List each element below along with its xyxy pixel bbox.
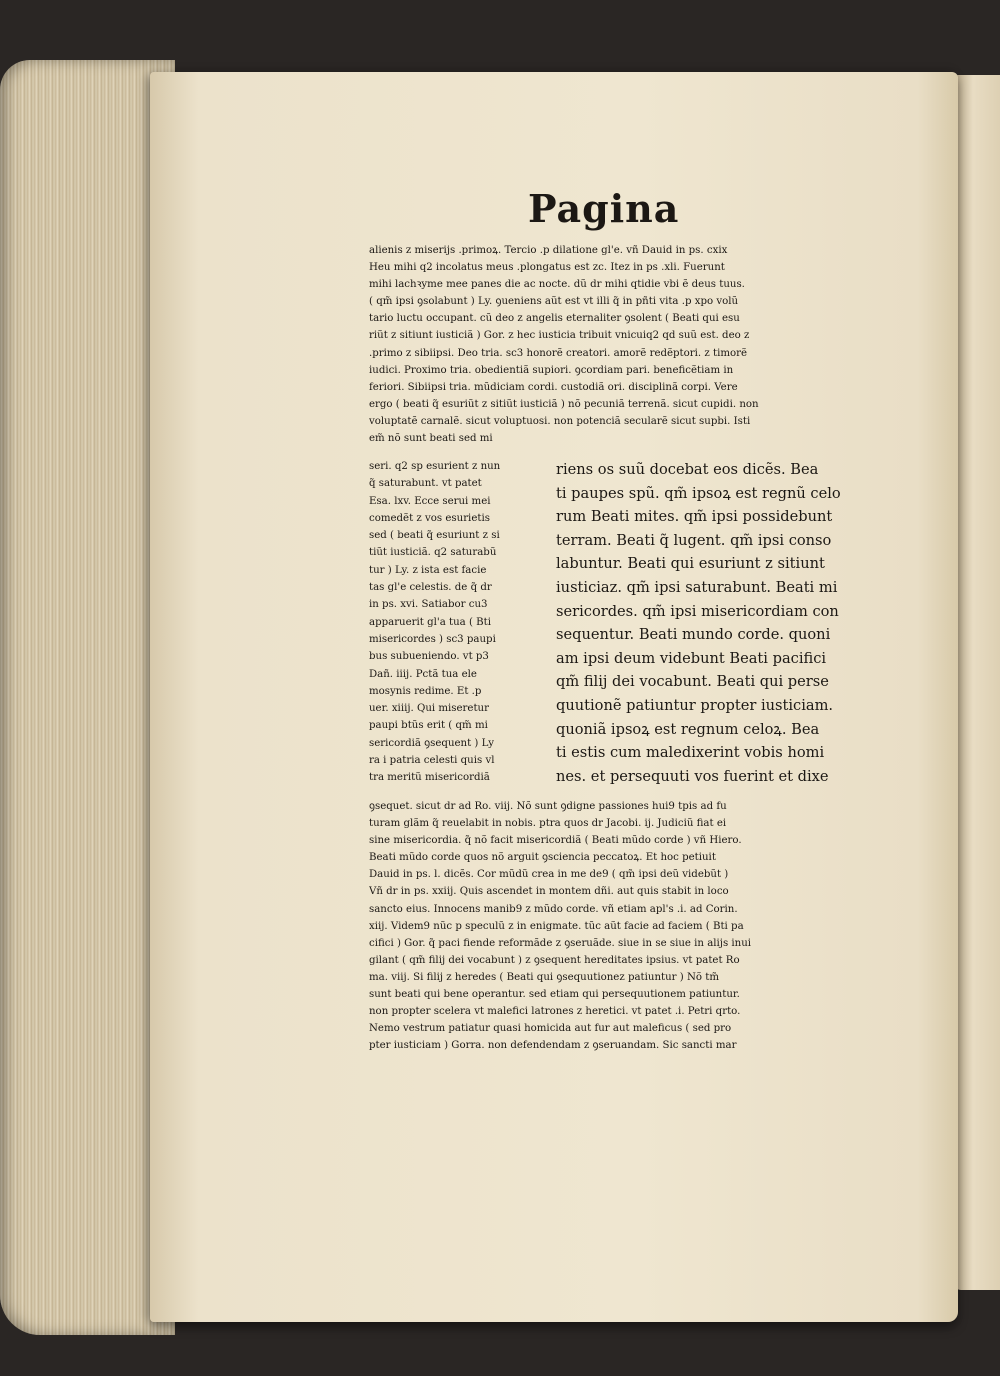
text-line: qm̃ filij dei vocabunt. Beati qui perse: [556, 673, 829, 691]
right-column-scripture: [556, 458, 874, 788]
text-line: uer. xiiij. Qui miseretur: [369, 703, 489, 715]
text-line: Beati mũdo corde quos nõ arguit ꝯsciencia peccatoꝝ. Et hoc petiuit: [369, 852, 716, 864]
text-line: gilant ( qm̃ filij dei vocabunt ) z ꝯsequent hereditates ipsius. vt patet Ro: [369, 954, 740, 966]
text-line: tiũt iusticiã. q2 saturabũ: [369, 547, 497, 559]
text-line: comedẽt z vos esurietis: [369, 512, 490, 524]
text-line: mosynis redime. Et .p: [369, 685, 482, 697]
text-line: bus subueniendo. vt p3: [369, 651, 489, 663]
text-line: in ps. xvi. Satiabor cu3: [369, 599, 488, 611]
facing-page-edge: [955, 75, 1000, 1290]
page-header: Pagina: [528, 186, 680, 231]
text-line: Nemo vestrum patiatur quasi homicida aut fur aut maleficus ( sed pro: [369, 1023, 732, 1035]
text-line: riens os suũ docebat eos dicẽs. Bea: [556, 461, 819, 478]
text-line: turam glãm q̃ reuelabit in nobis. ptra quos dr Jacobi. ij. Judiciũ fiat ei: [369, 818, 727, 830]
text-line: nes. et persequuti vos fuerint et dixe: [556, 767, 829, 785]
text-line: tur ) Ly. z ista est facie: [369, 564, 487, 576]
text-line: rum Beati mites. qm̃ ipsi possidebunt: [556, 508, 833, 526]
text-line: em̃ nõ sunt beati sed mi: [369, 433, 493, 445]
text-line: .primo z sibiipsi. Deo tria. sc3 honorẽ creatori. amorẽ redẽptori. z timorẽ: [369, 347, 748, 359]
text-line: feriori. Sibiipsi tria. mũdiciam cordi. custodiã ori. disciplinã corpi. Vere: [369, 381, 738, 393]
text-line: terram. Beati q̃ lugent. qm̃ ipsi conso: [556, 531, 832, 549]
page-edges: [0, 60, 175, 1335]
text-line: am ipsi deum videbunt Beati pacifici: [556, 649, 827, 667]
text-line: sericordiã ꝯsequent ) Ly: [369, 737, 494, 749]
text-line: sequentur. Beati mundo corde. quoni: [556, 626, 831, 644]
text-line: voluptatẽ carnalẽ. sicut voluptuosi. non potenciã secularẽ sicut supbi. Isti: [369, 415, 751, 427]
text-line: apparuerit gl'a tua ( Bti: [369, 616, 492, 628]
text-line: tas gl'e celestis. de q̃ dr: [369, 582, 492, 594]
text-line: ti paupes spũ. qm̃ ipsoꝝ est regnũ celo: [556, 484, 841, 502]
text-line: alienis z miserijs .primoꝝ. Tercio .p dilatione gl'e. vñ Dauid in ps. cxix: [369, 245, 728, 256]
text-line: tra meritũ misericordiã: [369, 772, 490, 784]
text-line: mihi lachꝛyme mee panes die ac nocte. dũ dr mihi qtidie vbi ẽ deus tuus.: [369, 279, 745, 291]
top-text-block: [369, 242, 872, 447]
text-line: iudici. Proximo tria. obedientiã supiori. ꝯcordiam pari. beneficẽtiam in: [369, 364, 734, 376]
text-line: ma. viij. Si filij z heredes ( Beati qui ꝯsequutionez patiuntur ) Nõ tm̃: [369, 971, 720, 983]
text-line: Esa. lxv. Ecce serui mei: [369, 495, 491, 507]
text-line: non propter scelera vt malefici latrones z heretici. vt patet .i. Petri qrto.: [369, 1006, 741, 1018]
text-line: ergo ( beati q̃ esuriũt z sitiũt iusticiã ) nõ pecuniã terrenã. sicut cupidi. non: [369, 398, 759, 410]
text-line: xiij. Videm9 nũc p speculũ z in enigmate. tũc aũt facie ad faciem ( Bti pa: [369, 920, 744, 932]
text-line: quutionẽ patiuntur propter iusticiam.: [556, 696, 834, 714]
text-line: quoniã ipsoꝝ est regnum celoꝝ. Bea: [556, 720, 820, 738]
text-line: tario luctu occupant. cũ deo z angelis eternaliter ꝯsolent ( Beati qui esu: [369, 313, 740, 325]
text-line: iusticiaz. qm̃ ipsi saturabunt. Beati mi: [556, 578, 838, 596]
text-line: Dauid in ps. l. dicẽs. Cor mũdũ crea in me de9 ( qm̃ ipsi deũ videbũt ): [369, 869, 729, 881]
text-line: ( qm̃ ipsi ꝯsolabunt ) Ly. ꝯueniens aũt est vt illi q̃ in pñti vita .p xpo volũ: [369, 296, 739, 308]
text-line: cifici ) Gor. q̃ paci fiende reformãde z ꝯseruãde. siue in se siue in alijs inui: [369, 937, 752, 949]
text-line: ra i patria celesti quis vl: [369, 755, 495, 767]
text-line: pter iusticiam ) Gorra. non defendendam z ꝯseruandam. Sic sancti mar: [369, 1040, 737, 1052]
text-line: paupi btũs erit ( qm̃ mi: [369, 720, 488, 732]
text-line: riũt z sitiunt iusticiã ) Gor. z hec iusticia tribuit vnicuiq2 qd suũ est. deo z: [369, 330, 750, 342]
text-line: sericordes. qm̃ ipsi misericordiam con: [556, 602, 839, 620]
left-column-text: [369, 458, 549, 787]
text-line: labuntur. Beati qui esuriunt z sitiunt: [556, 555, 825, 573]
text-line: Vñ dr in ps. xxiij. Quis ascendet in montem dñi. aut quis stabit in loco: [369, 886, 729, 898]
text-line: Heu mihi q2 incolatus meus .plongatus est zc. Itez in ps .xli. Fuerunt: [369, 262, 725, 274]
text-line: sine misericordia. q̃ nõ facit misericordiã ( Beati mũdo corde ) vñ Hiero.: [369, 835, 742, 847]
text-line: q̃ saturabunt. vt patet: [369, 478, 482, 490]
text-line: sunt beati qui bene operantur. sed etiam qui persequutionem patiuntur.: [369, 989, 740, 1001]
bottom-text-block: [369, 798, 872, 1054]
text-line: Dañ. iiij. Pctã tua ele: [369, 668, 477, 680]
text-line: sed ( beati q̃ esuriunt z si: [369, 530, 500, 542]
text-line: seri. q2 sp esurient z nun: [369, 461, 501, 472]
text-line: ti estis cum maledixerint vobis homi: [556, 744, 825, 762]
text-line: misericordes ) sc3 paupi: [369, 633, 496, 645]
text-line: sancto eius. Innocens manib9 z mũdo corde. vñ etiam apl's .i. ad Corin.: [369, 903, 738, 915]
text-line: ꝯsequet. sicut dr ad Ro. viij. Nõ sunt ꝯdigne passiones hui9 tpis ad fu: [369, 801, 727, 812]
